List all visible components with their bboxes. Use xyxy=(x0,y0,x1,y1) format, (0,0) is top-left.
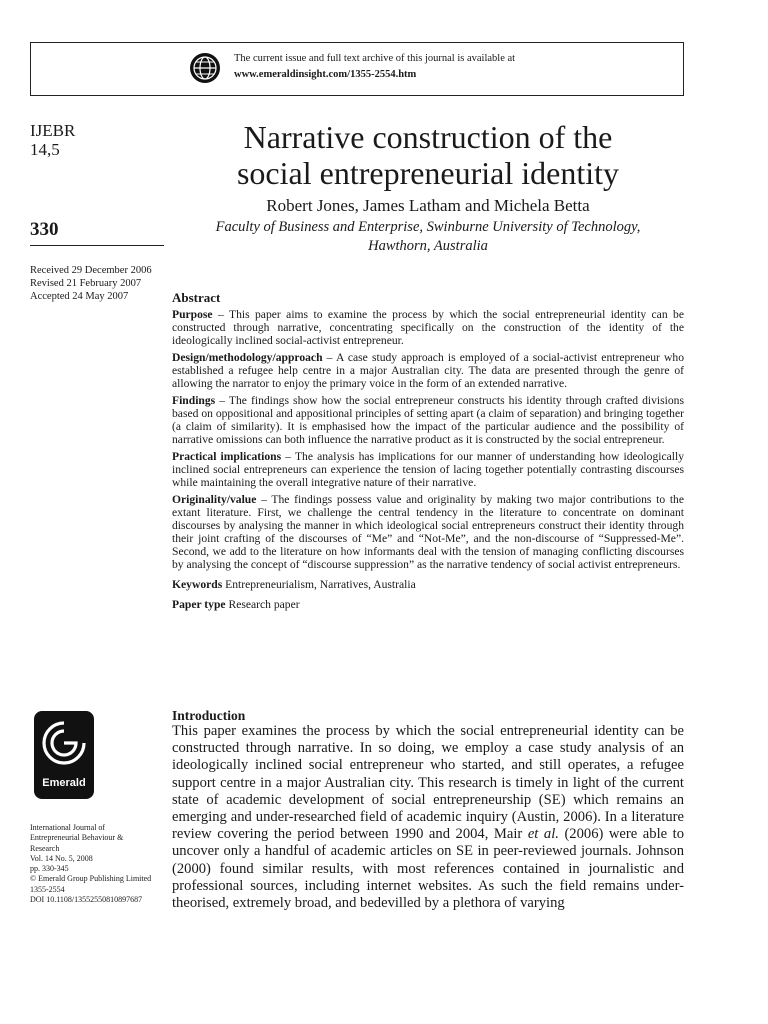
title-line: social entrepreneurial identity xyxy=(236,155,620,191)
practical-text: – The analysis has implications for our manner of understanding how ideologically inclined social entrepreneurs can experience the tension of lacing together potentially contrasting discourses while maintaining the overall integrative nature of their narrative. xyxy=(172,450,684,489)
emerald-logo xyxy=(34,711,94,799)
keywords-label: Keywords xyxy=(172,578,223,591)
paper-type xyxy=(172,598,684,611)
pub-info-line: 1355-2554 xyxy=(30,884,65,894)
abstract xyxy=(172,290,684,615)
pub-info-line: Entrepreneurial Behaviour & xyxy=(30,833,124,843)
revised-date: Revised 21 February 2007 xyxy=(30,278,142,289)
originality-label: Originality/value xyxy=(172,493,257,506)
findings-label: Findings xyxy=(172,394,216,407)
emerald-swirl-icon xyxy=(40,717,88,773)
abstract-design xyxy=(172,351,684,390)
findings-text: – The findings show how the social entrepreneur constructs his identity through crafted divisions based on oppositional and appositional principles of setting apart (a claim of separation) and bringing together (a claim of similarity). It is emphasised how the impact of the particular audience and the possibility of narrative omissions can both influence the narrative product as it is constructed by the social entrepreneur. xyxy=(172,394,684,446)
abstract-practical xyxy=(172,450,684,489)
authors: Robert Jones, James Latham and Michela Betta xyxy=(266,196,590,215)
papertype-label: Paper type xyxy=(172,598,226,611)
pub-info-line: Research xyxy=(30,843,60,853)
design-text: – A case study approach is employed of a social-activist entrepreneur who established a refugee help centre in a major Australian city. The data are presented through the genre of allowing the narrator to enjoy the primary voice in the form of an extended narrative. xyxy=(172,351,684,390)
intro-text: This paper examines the process by which the social entrepreneurial identity can be constructed through narrative. In so doing, we employ a case study analysis of an ideologically inclined social entrepreneur who started, and still operates, a refugee support centre in a major Australian city. This research is timely in light of the current state of academic development of social entrepreneurship (SE) which remains an emerging and under-researched field of academic inquiry (Austin, 2006). In a literature review covering the period between 1990 and 2004, Mair xyxy=(172,723,684,843)
design-label: Design/methodology/approach xyxy=(172,351,323,364)
journal-abbreviation xyxy=(30,121,164,159)
introduction-heading: Introduction xyxy=(172,708,246,723)
abstract-heading: Abstract xyxy=(172,290,221,305)
article-dates xyxy=(30,264,164,303)
purpose-text: – This paper aims to examine the process by which the social entrepreneurial identity can be constructed through narrative, concentrating specifically on the construction of the identity of the ideologically inclined social-activist entrepreneur. xyxy=(172,308,684,347)
abstract-purpose xyxy=(172,308,684,347)
volume-issue: 14,5 xyxy=(30,140,60,159)
banner-url-link[interactable]: www.emeraldinsight.com/1355-2554.htm xyxy=(234,69,417,80)
originality-text: – The findings possess value and originality by making two major contributions to the extant literature. First, we challenge the central tendency in the literature to concentrate on dominant discourses by analysing the manner in which ideological social entrepreneurs construct their identity through their joint crafting of the discourses of “Me” and “Not-Me”, and the non-discourse of “Suppressed-Me”. Second, we add to the literature on how informants deal with the tension of managing conflicting discourses by analysing the concept of “discourse suppression” as the narrative tendency of social activist entrepreneurs. xyxy=(172,493,684,571)
globe-icon xyxy=(189,52,221,84)
keywords-text: Entrepreneurialism, Narratives, Australia xyxy=(222,578,416,591)
doi: DOI 10.1108/13552550810897687 xyxy=(30,895,143,905)
pub-info-line: pp. 330-345 xyxy=(30,864,69,874)
banner-text: The current issue and full text archive of this journal is available at xyxy=(234,53,516,64)
title-line: Narrative construction of the xyxy=(243,119,613,155)
purpose-label: Purpose xyxy=(172,308,213,321)
page-number: 330 xyxy=(30,219,59,240)
affiliation-line: Hawthorn, Australia xyxy=(368,238,488,254)
pub-info-line: International Journal of xyxy=(30,823,106,832)
abstract-findings xyxy=(172,394,684,446)
received-date: Received 29 December 2006 xyxy=(30,265,152,276)
intro-italic: et al. xyxy=(527,826,559,843)
publication-info xyxy=(30,823,170,905)
abstract-originality xyxy=(172,493,684,571)
pub-info-line: © Emerald Group Publishing Limited xyxy=(30,874,152,884)
affiliation xyxy=(172,218,684,256)
emerald-wordmark: Emerald xyxy=(42,777,86,789)
keywords xyxy=(172,578,684,591)
journal-archive-banner xyxy=(30,42,684,96)
sidebar-divider xyxy=(30,245,164,246)
introduction-body xyxy=(172,723,684,912)
article-title xyxy=(172,119,684,191)
practical-label: Practical implications xyxy=(172,450,282,463)
pub-info-line: Vol. 14 No. 5, 2008 xyxy=(30,853,93,863)
journal-abbr-text: IJEBR xyxy=(30,121,76,140)
accepted-date: Accepted 24 May 2007 xyxy=(30,291,129,302)
affiliation-line: Faculty of Business and Enterprise, Swinburne University of Technology, xyxy=(215,219,641,235)
papertype-text: Research paper xyxy=(225,598,300,611)
intro-text-cont: (2006) were able to uncover only a handful of academic articles on SE in peer-reviewed journals. Johnson (2000) found similar results, with most references contained in journalistic and professional sources, including internet websites. As such the field remains under-theorised, extremely broad, and bedevilled by a plethora of varying xyxy=(172,826,684,912)
